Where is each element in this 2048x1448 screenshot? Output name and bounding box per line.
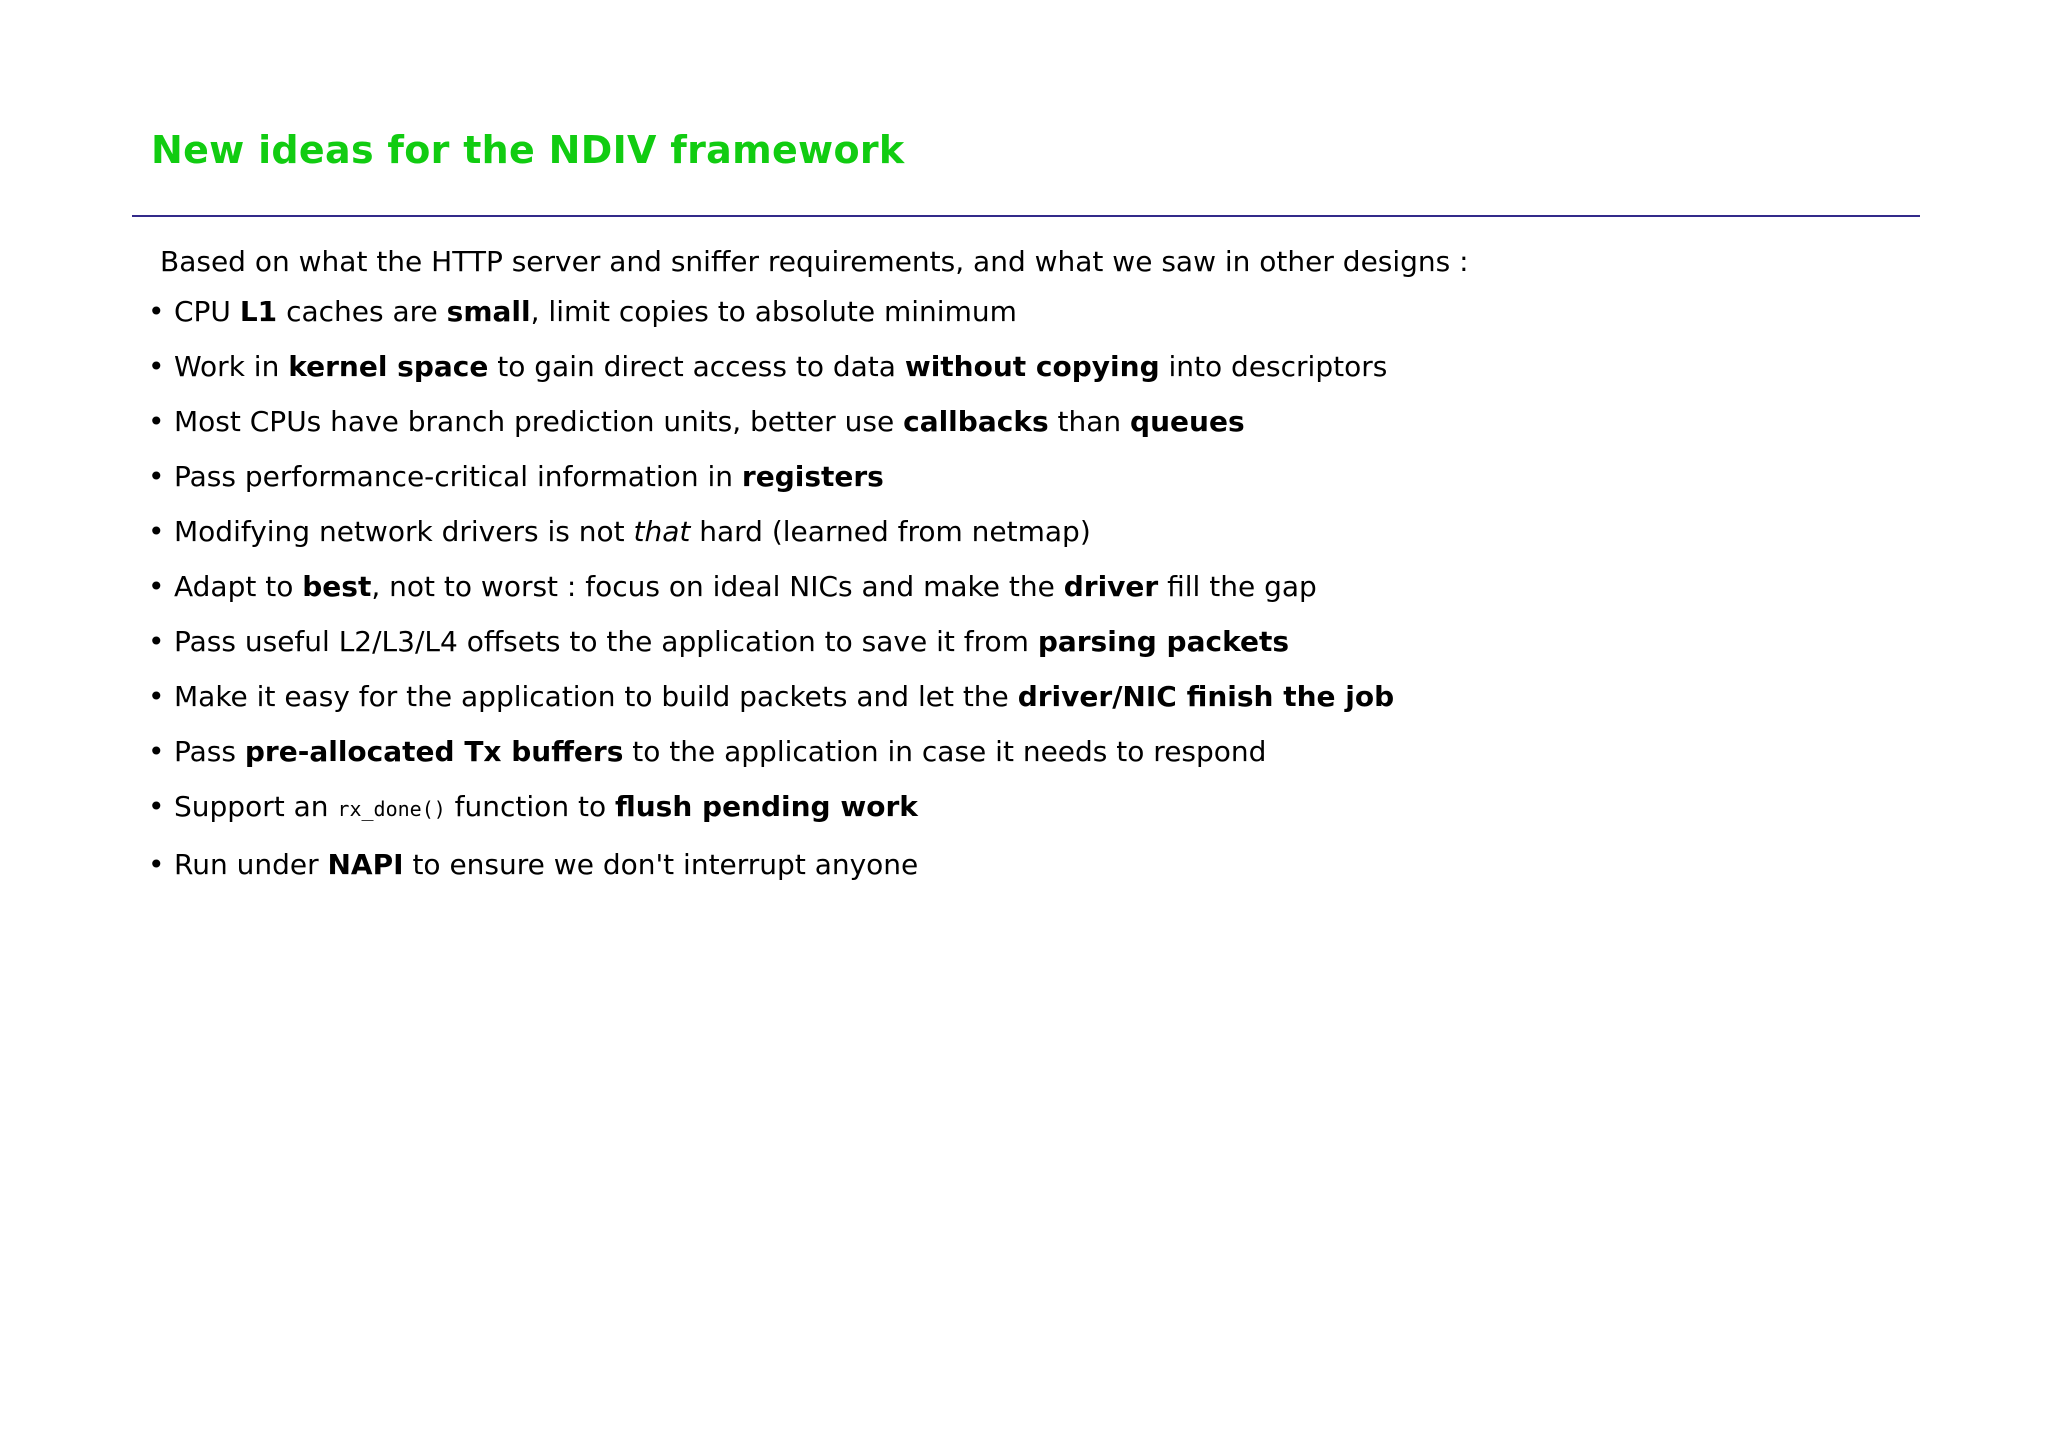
title-divider [132,215,1920,217]
bullet-text-segment: callbacks [903,405,1049,438]
bullet-text-segment: than [1048,405,1131,438]
bullet-text-segment: function to [445,790,615,823]
bullet-item [148,347,1394,402]
bullet-text-segment: Modifying network drivers is not [174,515,634,548]
slide-title: New ideas for the NDIV framework [151,128,905,172]
bullet-text-segment: parsing packets [1037,625,1289,658]
bullet-list [148,292,1394,900]
bullet-text-segment: that [633,515,691,548]
bullet-text-segment: best [302,570,372,603]
bullet-item [148,732,1394,787]
bullet-text-segment: Run under [174,848,328,881]
bullet-text-segment: Adapt to [174,570,303,603]
bullet-item [148,787,1394,845]
bullet-text-segment: into descriptors [1159,350,1388,383]
bullet-text-segment: pre-allocated Tx buffers [244,735,624,768]
bullet-text-segment: Work in [174,350,289,383]
bullet-item [148,567,1394,622]
bullet-text-segment: driver [1063,570,1159,603]
bullet-text-segment: flush pending work [614,790,918,823]
bullet-item [148,845,1394,900]
bullet-text-segment: to ensure we don't interrupt anyone [403,848,919,881]
bullet-text-segment: without copying [904,350,1160,383]
bullet-text-segment: , not to worst : focus on ideal NICs and make the [371,570,1064,603]
bullet-item [148,292,1394,347]
bullet-text-segment: Make it easy for the application to build packets and let the [174,680,1018,713]
bullet-text-segment: , limit copies to absolute minimum [530,295,1017,328]
bullet-text-segment: kernel space [288,350,489,383]
intro-text: Based on what the HTTP server and sniffer requirements, and what we saw in other designs : [160,245,1469,278]
bullet-item [148,512,1394,567]
bullet-text-segment: L1 [239,295,278,328]
bullet-item [148,457,1394,512]
bullet-text-segment: NAPI [327,848,404,881]
bullet-text-segment: caches are [277,295,447,328]
bullet-item [148,677,1394,732]
bullet-text-segment: hard (learned from netmap) [690,515,1091,548]
bullet-text-segment: to the application in case it needs to respond [623,735,1267,768]
bullet-text-segment: registers [741,460,884,493]
bullet-text-segment: driver/NIC finish the job [1017,680,1395,713]
bullet-text-segment: Support an [174,790,338,823]
bullet-text-segment: fill the gap [1158,570,1317,603]
bullet-text-segment: queues [1130,405,1245,438]
bullet-item [148,622,1394,677]
bullet-item [148,402,1394,457]
bullet-text-segment: to gain direct access to data [488,350,905,383]
bullet-text-segment: small [446,295,531,328]
bullet-text-segment: Pass [174,735,245,768]
bullet-text-segment: Most CPUs have branch prediction units, better use [174,405,904,438]
bullet-text-segment: Pass performance-critical information in [174,460,742,493]
bullet-text-segment: Pass useful L2/L3/L4 offsets to the application to save it from [174,625,1038,658]
bullet-text-segment: CPU [174,295,240,328]
bullet-text-segment: rx_done() [337,797,446,821]
